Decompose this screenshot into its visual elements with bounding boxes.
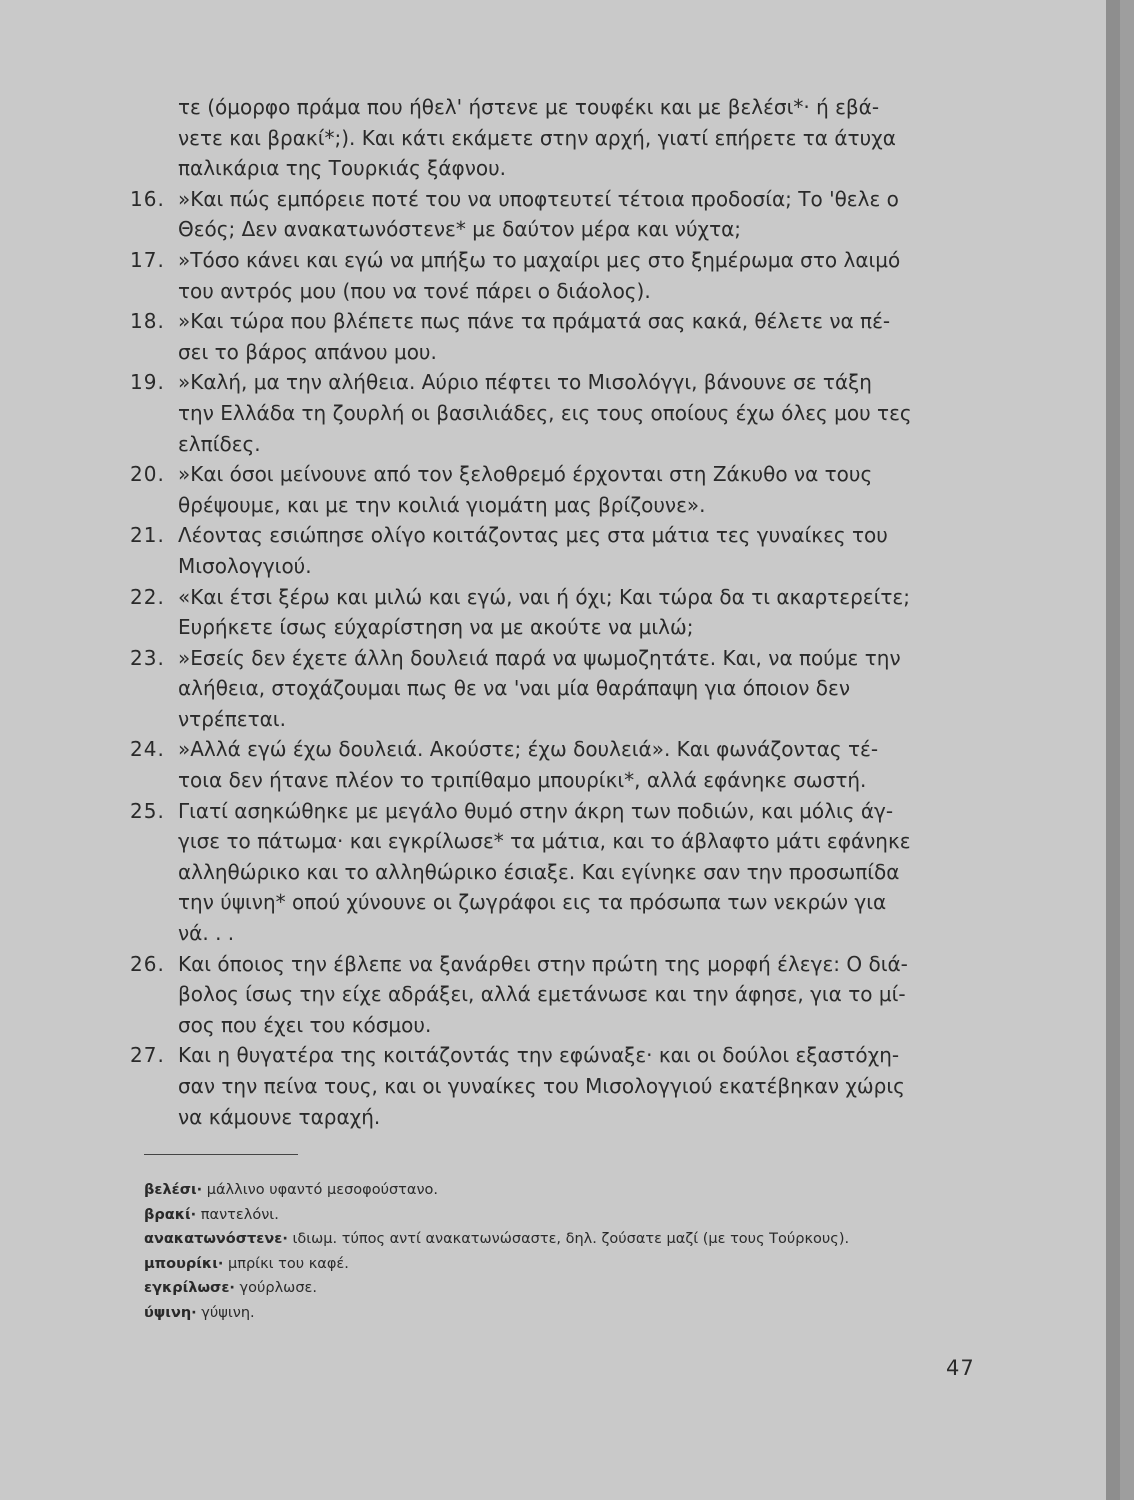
continuation-paragraph [130,92,960,184]
text-line: «Και έτσι ξέρω και μιλώ και εγώ, ναι ή όχι; Και τώρα δα τι ακαρτερείτε; [178,584,910,609]
paragraph-21 [130,520,960,581]
paragraph-26 [130,949,960,1041]
paragraph-16 [130,184,960,245]
text-line: νετε και βρακί*;). Και κάτι εκάμετε στην αρχή, γιατί επήρετε τα άτυχα [178,125,896,150]
paragraph-number: 21. [130,523,165,548]
footnotes [144,1178,1004,1326]
page-number: 47 [946,1356,975,1380]
text-line: σαν την πείνα τους, και οι γυναίκες του Μισολογγιού εκατέβηκαν χώρις [178,1074,905,1098]
text-line: »Εσείς δεν έχετε άλλη δουλειά παρά να ψωμοζητάτε. Και, να πούμε την [178,645,901,670]
page-edge-shadow [1106,0,1120,1500]
text-line: »Και τώρα που βλέπετε πως πάνε τα πράματά σας κακά, θέλετε να πέ- [178,309,891,334]
paragraph-number: 19. [130,370,165,395]
footnote [144,1203,1004,1228]
text-line: Ευρήκετε ίσως εύχαρίστηση να με ακούτε να μιλώ; [178,615,694,640]
footnote-term: ύψινη· [144,1304,197,1321]
paragraph-number: 18. [130,309,165,334]
paragraph-number: 26. [130,951,165,976]
paragraph-number: 16. [130,186,165,211]
paragraph-number: 17. [130,247,165,272]
footnote-term: βρακί· [144,1206,197,1223]
text-line: θρέψουμε, και με την κοιλιά γιομάτη μας βρίζουνε». [178,492,706,517]
footnote [144,1178,1004,1203]
text-line: »Αλλά εγώ έχω δουλειά. Ακούστε; έχω δουλειά». Και φωνάζοντας τέ- [178,737,879,762]
text-line: την Ελλάδα τη ζουρλή οι βασιλιάδες, εις τους οποίους έχω όλες μου τες [178,400,912,425]
paragraph-18 [130,306,960,367]
text-line: του αντρός μου (που να τονέ πάρει ο διάολος). [178,278,651,303]
text-line: »Καλή, μα την αλήθεια. Αύριο πέφτει το Μισολόγγι, βάνουνε σε τάξη [178,370,872,395]
text-line: »Και όσοι μείνουνε από τον ξελοθρεμό έρχονται στη Ζάκυθο να τους [178,462,873,487]
text-line: Γιατί ασηκώθηκε με μεγάλο θυμό στην άκρη των ποδιών, και μόλις άγ- [178,798,894,823]
text-line: την ύψινη* οπού χύνουνε οι ζωγράφοι εις τα πρόσωπα των νεκρών για [178,890,887,915]
paragraph-number: 22. [130,584,165,609]
body-text [130,92,960,1132]
footnote [144,1276,1004,1301]
text-line: αλληθώρικο και το αλληθώρικο έσιαξε. Και εγίνηκε σαν την προσωπίδα [178,859,900,884]
footnote-definition: παντελόνι. [196,1206,279,1223]
text-line: ντρέπεται. [178,706,286,731]
text-line: να κάμουνε ταραχή. [178,1104,381,1129]
text-line: γισε το πάτωμα· και εγκρίλωσε* τα μάτια, και το άβλαφτο μάτι εφάνηκε [178,829,911,854]
paragraph-17 [130,245,960,306]
text-line: Θεός; Δεν ανακατωνόστενε* με δαύτον μέρα και νύχτα; [178,217,742,242]
text-line: »Τόσο κάνει και εγώ να μπήξω το μαχαίρι μες στο ξημέρωμα στο λαιμό [178,247,901,272]
text-line: Λέοντας εσιώπησε ολίγο κοιτάζοντας μες στα μάτια τες γυναίκες του [178,523,888,548]
text-line: Και η θυγατέρα της κοιτάζοντάς την εφώναξε· και οι δούλοι εξαστόχη- [178,1043,900,1068]
text-line: Μισολογγιού. [178,553,312,578]
footnote-definition: γύψινη. [196,1304,255,1321]
footnote-definition: μπρίκι του καφέ. [223,1255,349,1272]
footnote-divider [144,1154,298,1155]
paragraph-number: 25. [130,798,165,823]
paragraph-number: 27. [130,1043,165,1068]
footnote-term: μπουρίκι· [144,1255,224,1272]
footnote-definition: μάλλινο υφαντό μεσοφούστανο. [202,1182,439,1198]
paragraph-22 [130,582,960,643]
footnote-term: βελέσι· [144,1182,203,1198]
paragraph-number: 23. [130,645,165,670]
footnote [144,1227,1004,1252]
paragraph-number: 24. [130,737,165,762]
text-line: παλικάρια της Τουρκιάς ξάφνου. [178,156,507,181]
footnote-definition: ιδιωμ. τύπος αντί ανακατωνώσαστε, δηλ. ζούσατε μαζί (με τους Τούρκους). [287,1231,850,1248]
paragraph-27 [130,1040,960,1132]
text-line: ελπίδες. [178,431,261,456]
footnote-definition: γούρλωσε. [234,1280,317,1297]
paragraph-23 [130,643,960,735]
text-line: βολος ίσως την είχε αδράξει, αλλά εμετάνωσε και την άφησε, για το μί- [178,982,906,1007]
text-line: σος που έχει του κόσμου. [178,1012,432,1037]
text-line: σει το βάρος απάνου μου. [178,339,437,364]
paragraph-number: 20. [130,462,165,487]
text-line: αλήθεια, στοχάζουμαι πως θε να 'ναι μία θαράπαψη για όποιον δεν [178,676,850,701]
footnote [144,1252,1004,1277]
paragraph-20 [130,459,960,520]
footnote [144,1301,1004,1326]
text-line: νά. . . [178,921,235,946]
text-line: τε (όμορφο πράμα που ήθελ' ήστενε με τουφέκι και με βελέσι*· ή εβά- [178,95,880,119]
text-line: »Και πώς εμπόρειε ποτέ του να υποφτευτεί τέτοια προδοσία; Το 'θελε ο [178,186,899,211]
paragraph-25 [130,796,960,949]
footnote-term: εγκρίλωσε· [144,1280,235,1297]
paragraph-24 [130,734,960,795]
footnote-term: ανακατωνόστενε· [144,1231,288,1248]
text-line: τοια δεν ήτανε πλέον το τριπίθαμο μπουρίκι*, αλλά εφάνηκε σωστή. [178,768,867,793]
paragraph-19 [130,367,960,459]
text-line: Και όποιος την έβλεπε να ξανάρθει στην πρώτη της μορφή έλεγε: Ο διά- [178,951,908,976]
